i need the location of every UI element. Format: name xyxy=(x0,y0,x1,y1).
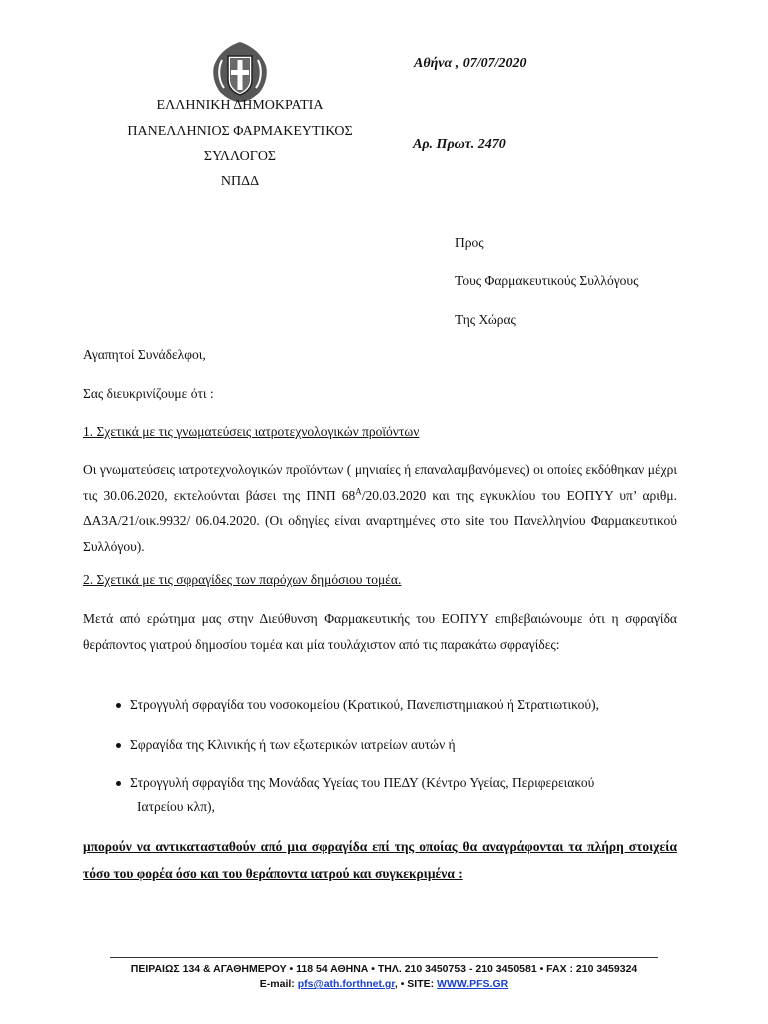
bullet-icon xyxy=(116,743,121,748)
header-association: ΠΑΝΕΛΛΗΝΙΟΣ ΦΑΡΜΑΚΕΥΤΙΚΟΣ xyxy=(127,124,353,139)
list-item-continuation: Ιατρείου κλπ), xyxy=(137,799,215,814)
greeting: Αγαπητοί Συνάδελφοι, xyxy=(83,347,206,362)
website-link[interactable]: WWW.PFS.GR xyxy=(437,978,509,990)
footer-address: ΠΕΙΡΑΙΩΣ 134 & ΑΓΑΘΗΜΕΡΟΥ • 118 54 ΑΘΗΝΑ • ΤΗΛ. 210 3450753 - 210 3450581 • FAX : 210 3459324 xyxy=(130,963,638,975)
list-item-text: Σφραγίδα της Κλινικής ή των εξωτερικών ιατρείων αυτών ή xyxy=(130,737,456,752)
bold-paragraph: μπορούν να αντικατασταθούν από μια σφραγίδα επί της οποίας θα αναγράφονται τα πλήρη στοιχεία τόσο του φορέα όσο και του θεράποντα ιατρού και συγκεκριμένα : xyxy=(83,839,677,881)
footer-contact xyxy=(0,978,768,990)
protocol-number: Αρ. Πρωτ. 2470 xyxy=(413,137,506,152)
section1-paragraph xyxy=(83,457,677,559)
header-legal-entity: ΝΠΔΔ xyxy=(220,174,260,189)
recipient-to: Προς xyxy=(455,235,484,250)
section1-text-a: Οι γνωματεύσεις ιατροτεχνολογικών προϊόντων ( μηνιαίες ή επαναλαμβανόμενες) οι οποίες εκδόθηκαν μέχρι τις 30.06.2020, εκτελούνται βάσει της ΠΝΠ 68 xyxy=(83,462,677,503)
header-society: ΣΥΛΛΟΓΟΣ xyxy=(203,149,277,164)
email-link[interactable]: pfs@ath.forthnet.gr xyxy=(297,978,395,990)
footer-separator: , • SITE: xyxy=(394,978,438,990)
email-label: E-mail: xyxy=(259,978,298,990)
section2-title: 2. Σχετικά με τις σφραγίδες των παρόχων δημόσιου τομέα. xyxy=(83,572,402,587)
letter-date: Αθήνα , 07/07/2020 xyxy=(414,56,527,71)
footer-divider xyxy=(110,957,658,958)
bullet-icon xyxy=(116,703,121,708)
section2-paragraph: Μετά από ερώτημα μας στην Διεύθυνση Φαρμακευτικής του ΕΟΠΥΥ επιβεβαιώνουμε ότι η σφραγίδα θεράποντος γιατρού δημοσίου τομέα και μία τουλάχιστον από τις παρακάτω σφραγίδες: xyxy=(83,611,677,652)
recipient-line2: Της Χώρας xyxy=(455,312,516,327)
bullet-icon xyxy=(116,781,121,786)
header-republic: ΕΛΛΗΝΙΚΗ ΔΗΜΟΚΡΑΤΙΑ xyxy=(156,98,324,113)
intro-line: Σας διευκρινίζουμε ότι : xyxy=(83,386,214,401)
list-item-text: Στρογγυλή σφραγίδα του νοσοκομείου (Κρατικού, Πανεπιστημιακού ή Στρατιωτικού), xyxy=(130,697,599,712)
section1-superscript: Α xyxy=(355,486,362,496)
greek-coat-of-arms-icon xyxy=(208,40,272,104)
section1-title: 1. Σχετικά με τις γνωματεύσεις ιατροτεχνολογικών προϊόντων xyxy=(83,424,420,439)
recipient-line1: Τους Φαρμακευτικούς Συλλόγους xyxy=(455,273,639,288)
section1-text-b: /20.03.2020 και της εγκυκλίου του ΕΟΠΥΥ υπ’ αριθμ. ΔΑ3Α/21/οικ.9932/ 06.04.2020. (Οι οδηγίες είναι αναρτημένες στο site του Πανελληνίου Φαρμακευτικού Συλλόγου). xyxy=(83,487,678,554)
list-item-text: Στρογγυλή σφραγίδα της Μονάδας Υγείας του ΠΕΔΥ (Κέντρο Υγείας, Περιφερειακού xyxy=(130,775,595,790)
